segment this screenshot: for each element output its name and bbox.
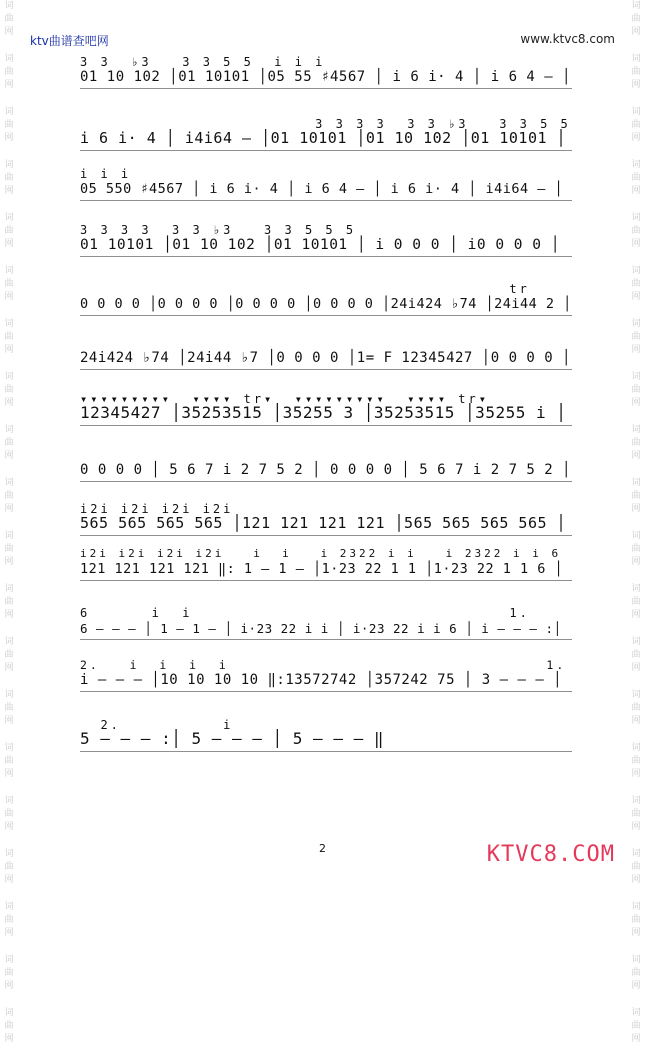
watermark-char: 词 [4,1008,14,1018]
watermark-char: 曲 [4,968,14,978]
watermark-char: 词 [631,266,641,276]
score-row [80,55,572,95]
watermark-char: 网 [631,663,641,673]
watermark-char: 曲 [4,597,14,607]
watermark-right [629,0,643,1060]
watermark-char: 曲 [4,544,14,554]
watermark-char: 网 [4,292,14,302]
score-row [80,606,572,646]
watermark-char: 网 [4,875,14,885]
score-row [80,117,572,157]
watermark-char: 网 [631,610,641,620]
watermark-char: 网 [4,133,14,143]
watermark-char: 网 [631,27,641,37]
watermark-char: 词 [631,54,641,64]
watermark-char: 曲 [631,491,641,501]
watermark-char: 曲 [631,279,641,289]
watermark-char: 网 [631,398,641,408]
watermark-char: 网 [4,928,14,938]
watermark-char: 网 [631,981,641,991]
beam-line [80,369,572,370]
beam-line [80,425,572,426]
score-notes: i 6 i· 4 │ i4i64 – │01 10101 │01 10 102 │01 10101 │ [80,129,567,147]
watermark-char: 曲 [4,703,14,713]
watermark-char: 词 [631,319,641,329]
score-row [80,392,572,432]
beam-line [80,315,572,316]
watermark-char: 词 [631,213,641,223]
score-row [80,547,572,587]
score-upper-notes: tr [80,282,530,296]
watermark-char: 词 [4,849,14,859]
watermark-char: 网 [631,557,641,567]
watermark-char: 网 [631,1034,641,1044]
watermark-char: 网 [4,1034,14,1044]
watermark-char: 曲 [4,862,14,872]
score-notes: 121 121 121 121 ‖: 1 – 1 – │1·23 22 1 1 │1·23 22 1 1 6 │ [80,561,564,577]
watermark-char: 网 [4,398,14,408]
watermark-char: 网 [4,504,14,514]
watermark-char: 词 [4,743,14,753]
watermark-char: 词 [631,1008,641,1018]
watermark-char: 网 [4,186,14,196]
watermark-char: 网 [631,186,641,196]
score-row [80,282,572,322]
watermark-char: 曲 [631,915,641,925]
watermark-char: 曲 [4,809,14,819]
score-row [80,658,572,698]
score-row [80,167,572,207]
watermark-char: 曲 [631,438,641,448]
beam-line [80,88,572,89]
score-upper-notes: 3 3 3 3 3 3 ♭3 3 3 5 5 [80,117,571,131]
watermark-char: 网 [631,822,641,832]
watermark-char: 词 [631,743,641,753]
watermark-char: 网 [631,292,641,302]
watermark-char: 网 [631,504,641,514]
watermark-char: 网 [631,716,641,726]
watermark-char: 曲 [4,650,14,660]
watermark-char: 曲 [631,385,641,395]
score-notes: 6 – – – │ 1 – 1 – │ i·23 22 i i │ i·23 22 i i 6 │ i – – – :│ [80,621,562,636]
beam-line [80,535,572,536]
watermark-char: 词 [4,584,14,594]
watermark-char: 词 [4,372,14,382]
beam-line [80,691,572,692]
watermark-char: 曲 [631,650,641,660]
watermark-char: 词 [4,160,14,170]
watermark-char: 词 [4,425,14,435]
score-upper-notes: 3 3 3 3 3 3 ♭3 3 3 5 5 5 [80,223,357,237]
watermark-char: 曲 [631,332,641,342]
watermark-char: 网 [4,451,14,461]
watermark-char: 词 [631,796,641,806]
watermark-char: 网 [4,610,14,620]
watermark-char: 词 [631,955,641,965]
watermark-char: 网 [631,451,641,461]
watermark-char: 词 [4,213,14,223]
score-row [80,223,572,263]
beam-line [80,481,572,482]
watermark-char: 网 [631,80,641,90]
watermark-char: 曲 [4,120,14,130]
score-notes: 05 550 ♯4567 │ i 6 i· 4 │ i 6 4 – │ i 6 i· 4 │ i4i64 – │ [80,181,564,197]
watermark-char: 网 [4,345,14,355]
beam-line [80,150,572,151]
watermark-char: 网 [631,769,641,779]
watermark-char: 词 [4,796,14,806]
watermark-char: 词 [4,54,14,64]
watermark-char: 曲 [4,173,14,183]
score-upper-notes: 2. i [80,718,234,732]
watermark-char: 词 [4,478,14,488]
watermark-char: 词 [4,266,14,276]
watermark-char: 词 [631,902,641,912]
watermark-char: 网 [4,981,14,991]
score-notes: i – – – │10 10 10 10 ‖:13572742 │357242 75 │ 3 – – – │ [80,672,563,688]
watermark-char: 词 [4,319,14,329]
watermark-char: 曲 [631,968,641,978]
beam-line [80,200,572,201]
watermark-char: 曲 [4,385,14,395]
watermark-char: 曲 [4,915,14,925]
score-upper-notes: ▾▾▾▾▾▾▾▾▾ ▾▾▾▾ tr▾ ▾▾▾▾▾▾▾▾▾ ▾▾▾▾ tr▾ [80,392,489,406]
watermark-char: 曲 [631,67,641,77]
watermark-char: 网 [4,822,14,832]
watermark-left [2,0,16,1060]
score-notes: 0 0 0 0 │ 5 6 7 i 2 7 5 2 │ 0 0 0 0 │ 5 6 7 i 2 7 5 2 │ [80,462,572,478]
watermark-char: 词 [4,1,14,11]
watermark-char: 网 [631,928,641,938]
score-notes: 0 0 0 0 │0 0 0 0 │0 0 0 0 │0 0 0 0 │24i424 ♭74 │24i44 2 │ [80,296,572,312]
beam-line [80,639,572,640]
watermark-char: 词 [631,690,641,700]
score-notes: 24i424 ♭74 │24i44 ♭7 │0 0 0 0 │1= F 12345427 │0 0 0 0 │ [80,350,572,366]
watermark-char: 词 [631,478,641,488]
watermark-char: 曲 [4,279,14,289]
watermark-char: 网 [4,663,14,673]
score-upper-notes: i i i [80,167,132,181]
watermark-char: 曲 [631,756,641,766]
watermark-char: 曲 [4,438,14,448]
beam-line [80,751,572,752]
watermark-char: 曲 [631,173,641,183]
score-row [80,502,572,542]
watermark-char: 曲 [631,1021,641,1031]
score-row [80,718,572,758]
footer-logo: KTVC8.COM [486,842,615,867]
watermark-char: 曲 [4,756,14,766]
site-name[interactable]: ktv曲谱查吧网 [30,34,109,48]
watermark-char: 词 [631,160,641,170]
watermark-char: 词 [4,955,14,965]
watermark-char: 网 [631,345,641,355]
score-notes: 565 565 565 565 │121 121 121 121 │565 565 565 565 │ [80,514,567,532]
watermark-char: 网 [4,80,14,90]
watermark-char: 网 [4,27,14,37]
score-upper-notes: 6 i i 1. [80,606,530,620]
score-row [80,448,572,488]
watermark-char: 曲 [631,14,641,24]
watermark-char: 网 [631,133,641,143]
watermark-char: 曲 [631,544,641,554]
watermark-char: 词 [4,637,14,647]
score-notes: 01 10101 │01 10 102 │01 10101 │ i 0 0 0 │ i0 0 0 0 │ [80,237,560,253]
watermark-char: 曲 [631,597,641,607]
watermark-char: 曲 [4,491,14,501]
watermark-char: 网 [4,239,14,249]
watermark-char: 网 [4,769,14,779]
watermark-char: 曲 [631,120,641,130]
watermark-char: 曲 [4,1021,14,1031]
score-upper-notes: 3 3 ♭3 3 3 5 5 i i i [80,55,326,69]
watermark-char: 曲 [631,226,641,236]
watermark-char: 词 [631,107,641,117]
watermark-char: 曲 [631,809,641,819]
watermark-char: 网 [631,875,641,885]
score-upper-notes: i2i i2i i2i i2i i i i 2322 i i i 2322 i i 6 [80,547,562,560]
watermark-char: 词 [631,425,641,435]
watermark-char: 曲 [4,226,14,236]
site-url[interactable]: www.ktvc8.com [520,32,615,46]
watermark-char: 词 [4,107,14,117]
watermark-char: 网 [4,557,14,567]
beam-line [80,256,572,257]
score-notes: 5 – – – :│ 5 – – – │ 5 – – – ‖ [80,729,384,748]
watermark-char: 词 [4,690,14,700]
score-upper-notes: i2i i2i i2i i2i [80,502,234,516]
score-row [80,336,572,376]
watermark-char: 曲 [4,14,14,24]
score-notes: 01 10 102 │01 10101 │05 55 ♯4567 │ i 6 i· 4 │ i 6 4 – │ [80,69,572,85]
score-notes: 12345427 │35253515 │35255 3 │35253515 │35255 i │ [80,403,567,422]
watermark-char: 词 [631,637,641,647]
watermark-char: 曲 [631,862,641,872]
watermark-char: 词 [4,531,14,541]
watermark-char: 词 [631,372,641,382]
watermark-char: 网 [631,239,641,249]
watermark-char: 网 [4,716,14,726]
watermark-char: 词 [4,902,14,912]
watermark-char: 词 [631,531,641,541]
watermark-char: 曲 [4,67,14,77]
watermark-char: 曲 [631,703,641,713]
watermark-char: 曲 [4,332,14,342]
page-number: 2 [319,842,326,855]
watermark-char: 词 [631,584,641,594]
watermark-char: 词 [631,1,641,11]
watermark-char: 词 [631,849,641,859]
beam-line [80,580,572,581]
score-upper-notes: 2. i i i i 1. [80,658,567,672]
